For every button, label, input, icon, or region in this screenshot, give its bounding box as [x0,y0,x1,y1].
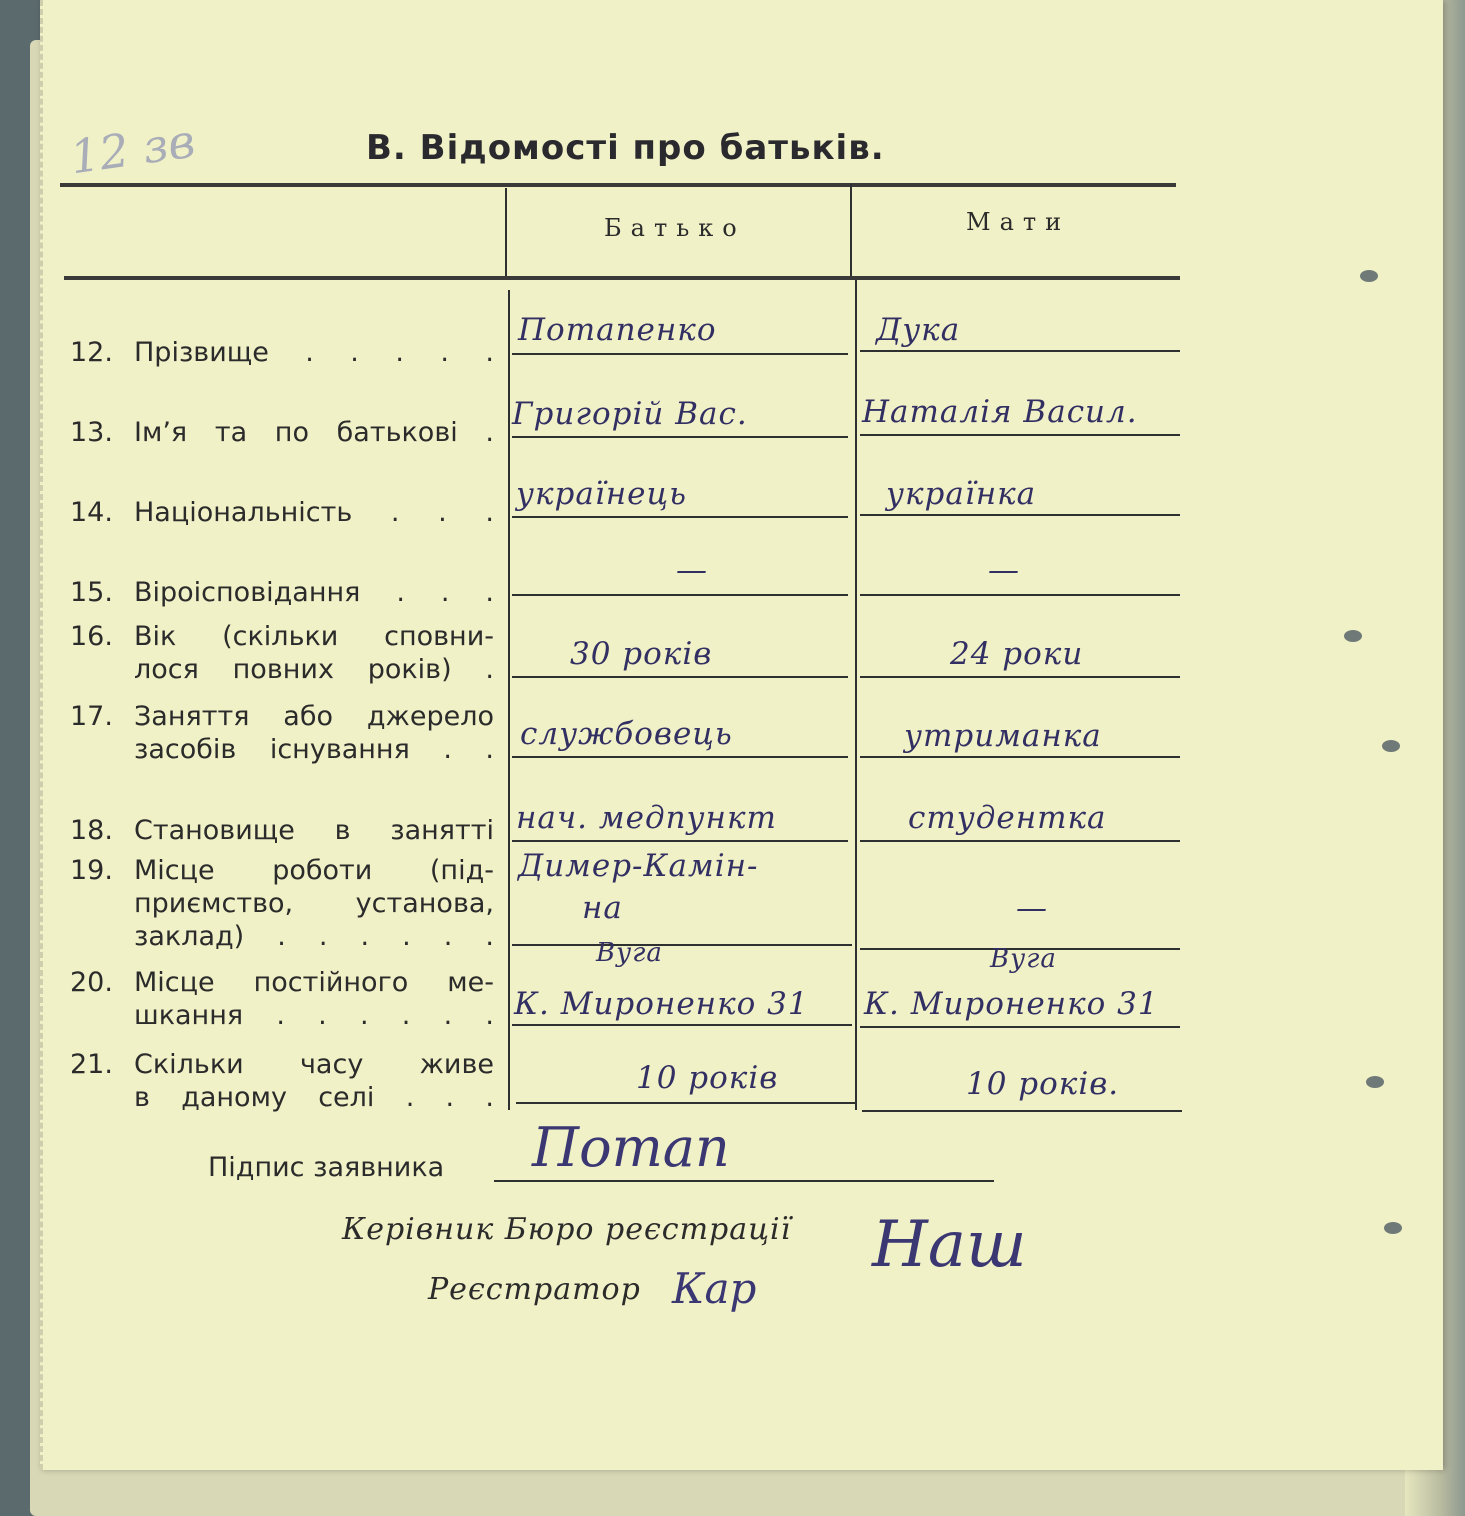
mother-age: 24 роки [950,636,1084,672]
father-nationality: українець [516,476,688,512]
applicant-signature-label: Підпис заявника [208,1152,445,1183]
mother-residence-village: Вуга [990,944,1057,974]
row-label-residence: 20. Місце постійного ме- шкання . . . . . . [70,967,494,1031]
father-residence-village: Вуга [596,938,663,968]
punch-hole [1366,1076,1384,1088]
table-top-rule [60,183,1176,187]
row-label-position: 18. Становище в занятті [70,815,494,846]
mother-surname: Дука [876,312,961,348]
registry-head-label: Керівник Бюро реєстрації [342,1212,792,1247]
column-divider-left [505,188,507,276]
answer-line [512,1024,852,1026]
registrar-label: Реєстратор [428,1272,641,1307]
father-years: 10 років [636,1060,779,1096]
row-label-occupation: 17. Заняття або джерело засобів існування . . [70,701,494,765]
answer-line [512,353,848,355]
punch-hole [1344,630,1362,642]
father-residence: К. Мироненко 31 [514,986,809,1022]
mother-workplace: — [1016,890,1048,926]
archive-page-number: 12 зв [66,113,199,185]
answer-line [862,1110,1182,1112]
row-label-age: 16. Вік (скільки сповни- лося повних років) . [70,621,494,685]
punch-hole [1384,1222,1402,1234]
father-position: нач. медпункт [516,800,777,836]
father-age: 30 років [570,636,713,672]
column-header-father: Батько [604,214,746,242]
answer-line [860,1026,1180,1028]
answer-line [512,840,848,842]
answer-line [860,434,1180,436]
answer-line [512,676,848,678]
mother-name: Наталія Васил. [862,394,1138,430]
registrar-signature: Кар [672,1264,757,1313]
row-label-surname: 12. Прізвище . . . . . [70,337,494,368]
answer-line [516,1102,856,1104]
header-bottom-rule [64,276,1180,280]
answer-line [512,516,848,518]
father-workplace-cont: на [582,890,623,926]
answer-line [860,676,1180,678]
punch-hole [1360,270,1378,282]
mother-position: студентка [908,800,1107,836]
mother-religion: — [988,552,1020,588]
column-divider-right-body [855,280,857,1110]
answer-line [860,514,1180,516]
answer-line [512,944,852,946]
column-divider-left-body [508,290,510,1110]
father-surname: Потапенко [518,312,717,348]
row-label-name-patronymic: 13. Ім’я та по батькові . [70,417,494,448]
column-divider-right [850,184,852,276]
answer-line [860,594,1180,596]
form-title: В. Відомості про батьків. [366,128,885,168]
answer-line [512,594,848,596]
mother-years: 10 років. [966,1066,1120,1102]
registry-head-signature: Наш [872,1208,1027,1282]
column-header-mother: Мати [966,208,1071,236]
mother-nationality: українка [886,476,1037,512]
mother-residence: К. Мироненко 31 [864,986,1159,1022]
mother-occupation: утриманка [904,718,1102,754]
applicant-signature: Потап [532,1116,730,1179]
answer-line [512,756,848,758]
row-label-years-in-village: 21. Скільки часу живе в даному селі . . . [70,1049,494,1113]
father-occupation: службовець [520,716,733,752]
row-label-workplace: 19. Місце роботи (під- приємство, установа, заклад) . . . . . . [70,855,494,952]
answer-line [512,436,848,438]
row-label-nationality: 14. Національність . . . [70,497,494,528]
answer-line [860,756,1180,758]
answer-line [860,350,1180,352]
answer-line [860,840,1180,842]
applicant-signature-line [494,1180,994,1182]
father-religion: — [676,552,708,588]
row-label-religion: 15. Віроісповідання . . . [70,577,494,608]
father-workplace: Димер-Камін- [518,848,759,884]
punch-hole [1382,740,1400,752]
father-name: Григорій Вас. [512,396,748,432]
